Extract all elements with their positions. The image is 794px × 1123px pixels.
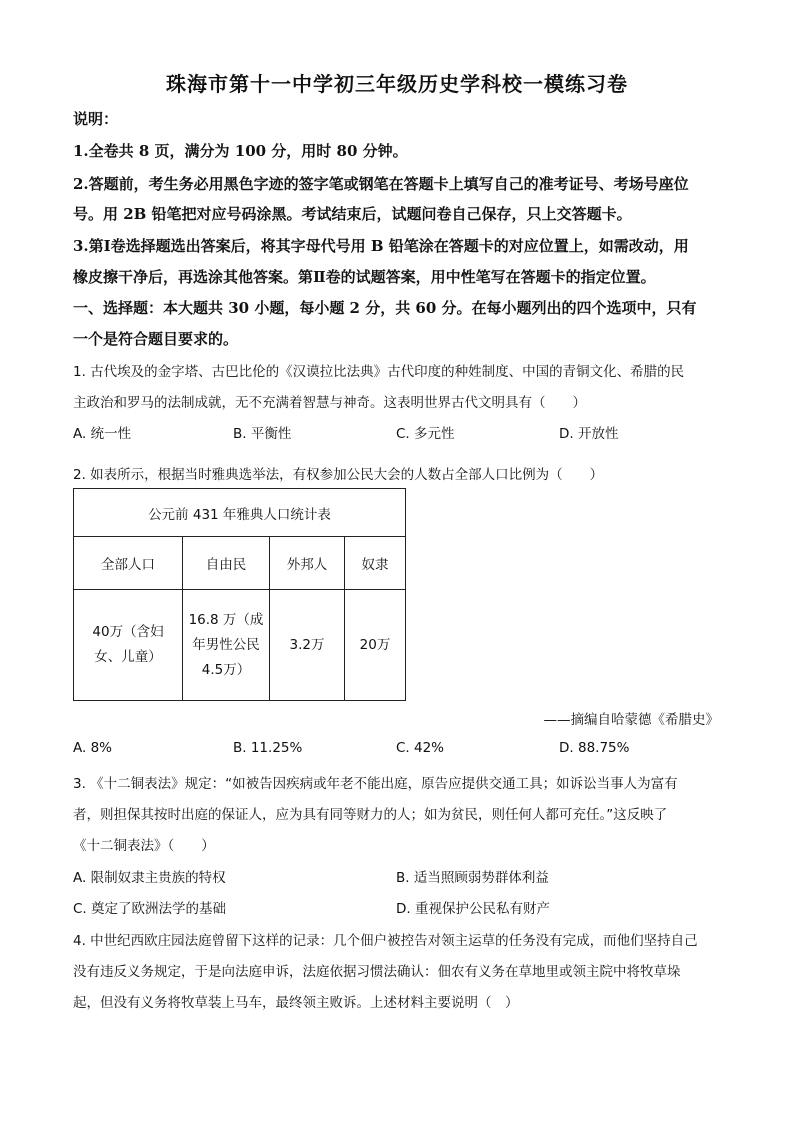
- cell-line: 3.2万: [289, 636, 325, 653]
- instruction-2-line2: 号。用 2B 铅笔把对应号码涂黑。考试结束后，试题问卷自己保存，只上交答题卡。: [73, 205, 632, 223]
- table-cell-slaves: [345, 590, 406, 701]
- q3-option-d: D. 重视保护公民私有财产: [396, 901, 550, 917]
- table-cell-foreigners: [270, 590, 345, 701]
- cell-line: 女、儿童）: [94, 649, 162, 665]
- instruction-1: 1.全卷共 8 页，满分为 100 分，用时 80 分钟。: [73, 142, 408, 160]
- q3-option-b: B. 适当照顾弱势群体利益: [396, 870, 549, 886]
- q1-option-c: C. 多元性: [396, 426, 455, 442]
- section-heading-line2: 一个是符合题目要求的。: [73, 330, 239, 348]
- instruction-3-line2: 橡皮擦干净后，再选涂其他答案。第Ⅱ卷的试题答案，用中性笔写在答题卡的指定位置。: [73, 268, 656, 286]
- section-heading-line1: 一、选择题：本大题共 30 小题，每小题 2 分，共 60 分。在每小题列出的四个选项中，只有: [73, 299, 697, 317]
- table-header-slaves: 奴隶: [345, 537, 406, 590]
- q4-stem-line1: 4. 中世纪西欧庄园法庭曾留下这样的记录：几个佃户被控告对领主运草的任务没有完成，而他们坚持自己: [73, 933, 698, 949]
- q1-stem-line2: 主政治和罗马的法制成就，无不充满着智慧与神奇。这表明世界古代文明具有（ ）: [73, 395, 586, 411]
- q3-option-c: C. 奠定了欧洲法学的基础: [73, 901, 227, 917]
- q3-stem-line1: 3. 《十二铜表法》规定：“如被告因疾病或年老不能出庭，原告应提供交通工具；如诉讼当事人为富有: [73, 776, 678, 792]
- instruction-2-line1: 2.答题前，考生务必用黑色字迹的签字笔或钢笔在答题卡上填写自己的准考证号、考场号座位: [73, 175, 689, 193]
- q4-stem-line2: 没有违反义务规定，于是向法庭申诉，法庭依据习惯法确认：佃农有义务在草地里或领主院中将牧草垛: [73, 964, 681, 980]
- table-header-foreigners: 外邦人: [270, 537, 345, 590]
- instructions-heading: 说明：: [73, 110, 119, 128]
- population-table: [73, 488, 406, 701]
- q1-option-d: D. 开放性: [559, 426, 619, 442]
- table-cell-free: [183, 590, 270, 701]
- table-source: ——摘编自哈蒙德《希腊史》: [543, 712, 719, 728]
- q2-option-a: A. 8%: [73, 740, 112, 756]
- q3-stem-line2: 者，则担保其按时出庭的保证人，应为具有同等财力的人；如为贫民，则任何人都可充任。”这反映了: [73, 807, 668, 823]
- q1-option-b: B. 平衡性: [233, 426, 292, 442]
- table-header-total: 全部人口: [74, 537, 183, 590]
- instruction-3-line1: 3.第Ⅰ卷选择题选出答案后，将其字母代号用 B 铅笔涂在答题卡的对应位置上，如需改动，用: [73, 237, 689, 255]
- q2-option-d: D. 88.75%: [559, 740, 630, 756]
- cell-line: 16.8 万（成: [188, 611, 264, 628]
- q2-option-b: B. 11.25%: [233, 740, 303, 756]
- cell-line: 年男性公民: [192, 636, 260, 653]
- cell-line: 40万（含妇: [92, 624, 164, 640]
- q2-stem: 2. 如表所示，根据当时雅典选举法，有权参加公民大会的人数占全部人口比例为（ ）: [73, 467, 604, 483]
- q1-option-a: A. 统一性: [73, 426, 132, 442]
- q3-stem-line3: 《十二铜表法》（ ）: [73, 838, 215, 854]
- table-header-free: 自由民: [183, 537, 270, 590]
- table-cell-total: [74, 590, 183, 701]
- q1-stem-line1: 1. 古代埃及的金字塔、古巴比伦的《汉谟拉比法典》古代印度的种姓制度、中国的青铜文化、希腊的民: [73, 364, 685, 380]
- page-title: 珠海市第十一中学初三年级历史学科校一模练习卷: [166, 72, 628, 96]
- q2-option-c: C. 42%: [396, 740, 445, 756]
- cell-line: 4.5万）: [201, 661, 251, 678]
- cell-line: 20万: [359, 636, 391, 653]
- table-caption: 公元前 431 年雅典人口统计表: [74, 489, 406, 537]
- q3-option-a: A. 限制奴隶主贵族的特权: [73, 870, 226, 886]
- q4-stem-line3: 起，但没有义务将牧草装上马车，最终领主败诉。上述材料主要说明（ ）: [73, 995, 519, 1011]
